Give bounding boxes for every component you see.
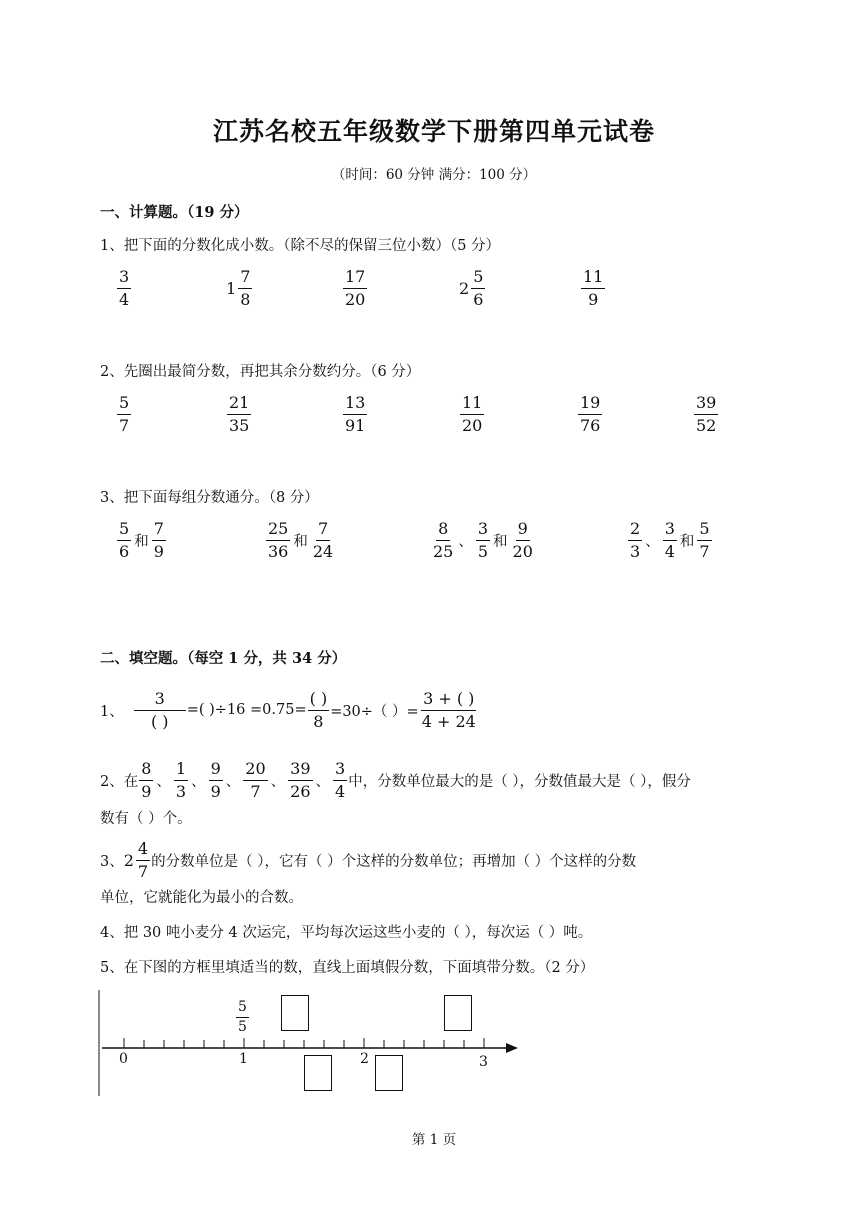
tick-marks	[124, 1038, 484, 1048]
s2-q4-text: 4、把 30 吨小麦分 4 次运完，平均每次运这些小麦的（ ），每次运（ ）吨。	[100, 925, 593, 941]
s1-q3-group	[265, 520, 336, 560]
s2-q1-text-1: =( )÷16 =0.75=	[186, 702, 307, 719]
s1-q2-item	[577, 394, 603, 434]
s1-q2-item	[459, 394, 485, 434]
fraction	[139, 760, 153, 800]
numerator: 3	[117, 268, 131, 289]
numerator[interactable]: ( )	[308, 690, 330, 711]
s2-q3-prefix: 3、	[100, 853, 124, 870]
fraction	[266, 520, 290, 560]
denominator: 5	[477, 541, 489, 561]
answer-box-above-2[interactable]	[444, 995, 472, 1031]
numerator: 8	[139, 760, 153, 781]
answer-box-below-2[interactable]	[375, 1055, 403, 1091]
and-text: 和	[679, 533, 695, 550]
denominator: 9	[141, 781, 152, 801]
s1-q3-text: 3、把下面每组分数通分。（8 分）	[100, 490, 319, 506]
separator: 、	[156, 773, 171, 790]
denominator: 6	[119, 541, 130, 561]
denominator: 20	[345, 289, 366, 309]
numerator: 39	[694, 394, 718, 415]
denominator: 7	[119, 415, 130, 435]
fraction	[511, 520, 535, 560]
denominator[interactable]: ( )	[150, 711, 169, 731]
page-title: 江苏名校五年级数学下册第四单元试卷	[212, 117, 655, 146]
numerator: 4	[136, 840, 150, 861]
numerator: 25	[266, 520, 290, 541]
fraction	[209, 760, 223, 800]
numerator[interactable]: 3 + ( )	[421, 690, 476, 711]
s1-q1-text: 1、把下面的分数化成小数。（除不尽的保留三位小数）（5 分）	[100, 238, 501, 254]
fraction	[117, 394, 131, 434]
s1-q1-item	[226, 268, 253, 308]
s2-q1-fraction-1	[134, 690, 186, 730]
fraction	[343, 268, 367, 308]
numerator: 11	[581, 268, 605, 289]
numerator: 39	[288, 760, 312, 781]
separator: 、	[225, 773, 241, 790]
numerator: 3	[476, 520, 490, 541]
s2-q1	[100, 690, 479, 730]
numerator: 8	[436, 520, 450, 541]
denominator: 4	[335, 781, 346, 801]
denominator: 25	[433, 541, 454, 561]
answer-box-below-1[interactable]	[304, 1055, 332, 1091]
section1-heading: 一、计算题。（19 分）	[100, 204, 249, 221]
and-text: 和	[493, 533, 508, 550]
s2-q1-text-2: =30÷（ ）=	[330, 703, 419, 720]
denominator: 36	[268, 541, 289, 561]
s2-q2-text: 中，分数单位最大的是（ ），分数值最大是（ ），假分	[348, 773, 691, 790]
denominator: 9	[588, 289, 599, 309]
denominator: 24	[312, 541, 334, 561]
fraction	[471, 268, 485, 308]
fraction	[697, 520, 711, 560]
and-text: 和	[134, 533, 149, 550]
numerator: 13	[343, 394, 367, 415]
mixed-whole: 2	[123, 850, 134, 870]
s1-q3-group	[627, 520, 713, 560]
fraction	[343, 394, 367, 434]
denominator: 8	[313, 711, 324, 731]
numerator: 2	[628, 520, 642, 541]
numerator: 21	[227, 394, 251, 415]
denominator: 9	[153, 541, 164, 561]
numerator: 7	[152, 520, 166, 541]
numerator: 5	[697, 520, 711, 541]
denominator: 35	[229, 415, 250, 435]
denominator: 20	[512, 541, 533, 561]
s2-q1-fraction-3	[420, 690, 478, 730]
fraction	[174, 760, 188, 800]
nl-label-1: 1	[239, 1051, 248, 1067]
numerator: 7	[316, 520, 330, 541]
numerator: 7	[238, 268, 252, 289]
numerator: 19	[578, 394, 602, 415]
denominator: 3	[175, 781, 187, 801]
separator: 、	[315, 773, 331, 790]
fraction	[460, 394, 484, 434]
fraction	[578, 394, 602, 434]
numerator: 11	[460, 394, 484, 415]
fraction	[227, 394, 251, 434]
fraction	[333, 760, 347, 800]
numerator: 3	[134, 690, 186, 711]
denominator: 4	[664, 541, 675, 561]
s2-q1-fraction-2	[308, 690, 330, 730]
numerator: 5	[236, 1000, 249, 1018]
arrow-icon	[506, 1043, 518, 1053]
mixed-fraction	[136, 840, 150, 880]
nl-label-2: 2	[360, 1051, 369, 1067]
denominator: 7	[250, 781, 261, 801]
denominator: 4	[119, 289, 130, 309]
numerator: 5	[117, 520, 131, 541]
s2-q2-prefix: 2、在	[100, 773, 139, 790]
denominator: 20	[462, 415, 483, 435]
s1-q1-item	[459, 268, 486, 308]
s1-q1-item	[342, 268, 368, 308]
denominator: 3	[630, 541, 641, 561]
s1-q1-item	[580, 268, 606, 308]
numerator: 3	[333, 760, 347, 781]
s2-q2	[100, 760, 691, 800]
fraction	[117, 520, 131, 560]
fraction	[663, 520, 677, 560]
numerator: 5	[471, 268, 485, 289]
s1-q2-item	[116, 394, 132, 434]
answer-box-above-1[interactable]	[281, 995, 309, 1031]
denominator: 7	[699, 541, 710, 561]
separator: 、	[458, 533, 473, 550]
fraction	[581, 268, 605, 308]
mixed-whole: 1	[226, 278, 237, 298]
numerator: 17	[343, 268, 367, 289]
nl-label-0: 0	[119, 1051, 128, 1067]
denominator: 52	[696, 415, 717, 435]
fraction	[238, 268, 252, 308]
s2-q2-line2: 数有（ ）个。	[100, 811, 192, 827]
fraction	[476, 520, 490, 560]
fraction	[628, 520, 642, 560]
numerator: 3	[663, 520, 677, 541]
denominator: 91	[345, 415, 366, 435]
s1-q3-group	[116, 520, 167, 560]
s1-q1-item	[116, 268, 132, 308]
and-text: 和	[293, 533, 308, 550]
s1-q2-item	[226, 394, 252, 434]
fraction	[431, 520, 455, 560]
separator: 、	[191, 773, 206, 790]
separator: 、	[645, 533, 660, 550]
fraction	[117, 268, 131, 308]
section2-heading: 二、填空题。（每空 1 分，共 34 分）	[100, 650, 347, 667]
exam-info: （时间：60 分钟 满分：100 分）	[331, 167, 537, 183]
separator: 、	[270, 773, 286, 790]
nl-label-3: 3	[479, 1054, 488, 1070]
numerator: 9	[516, 520, 530, 541]
s1-q2-text: 2、先圈出最简分数，再把其余分数约分。（6 分）	[100, 364, 421, 380]
fraction	[152, 520, 166, 560]
fraction	[694, 394, 718, 434]
numerator: 20	[243, 760, 267, 781]
s2-q5-text: 5、在下图的方框里填适当的数，直线上面填假分数，下面填带分数。（2 分）	[100, 960, 595, 976]
fraction	[243, 760, 267, 800]
fraction	[311, 520, 335, 560]
s1-q3-group	[430, 520, 536, 560]
numerator: 5	[117, 394, 131, 415]
nl-given-fraction	[236, 1000, 249, 1036]
s1-q2-item	[693, 394, 719, 434]
denominator: 5	[238, 1019, 247, 1036]
denominator: 7	[137, 861, 149, 881]
s2-q3-text: 的分数单位是（ ），它有（ ）个这样的分数单位；再增加（ ）个这样的分数	[151, 853, 637, 870]
denominator: 26	[290, 781, 311, 801]
s2-q1-prefix: 1、	[100, 703, 124, 720]
page-number: 第 1 页	[411, 1132, 457, 1148]
numerator: 1	[174, 760, 188, 781]
denominator: 8	[240, 289, 251, 309]
denominator: 9	[210, 781, 221, 801]
denominator: 76	[580, 415, 601, 435]
denominator: 4 + 24	[421, 711, 476, 731]
s1-q2-item	[342, 394, 368, 434]
numerator: 9	[209, 760, 223, 781]
s2-q3	[100, 840, 636, 880]
fraction	[288, 760, 312, 800]
s2-q3-line2: 单位，它就能化为最小的合数。	[100, 890, 303, 906]
denominator: 6	[473, 289, 484, 309]
mixed-whole: 2	[459, 278, 470, 298]
